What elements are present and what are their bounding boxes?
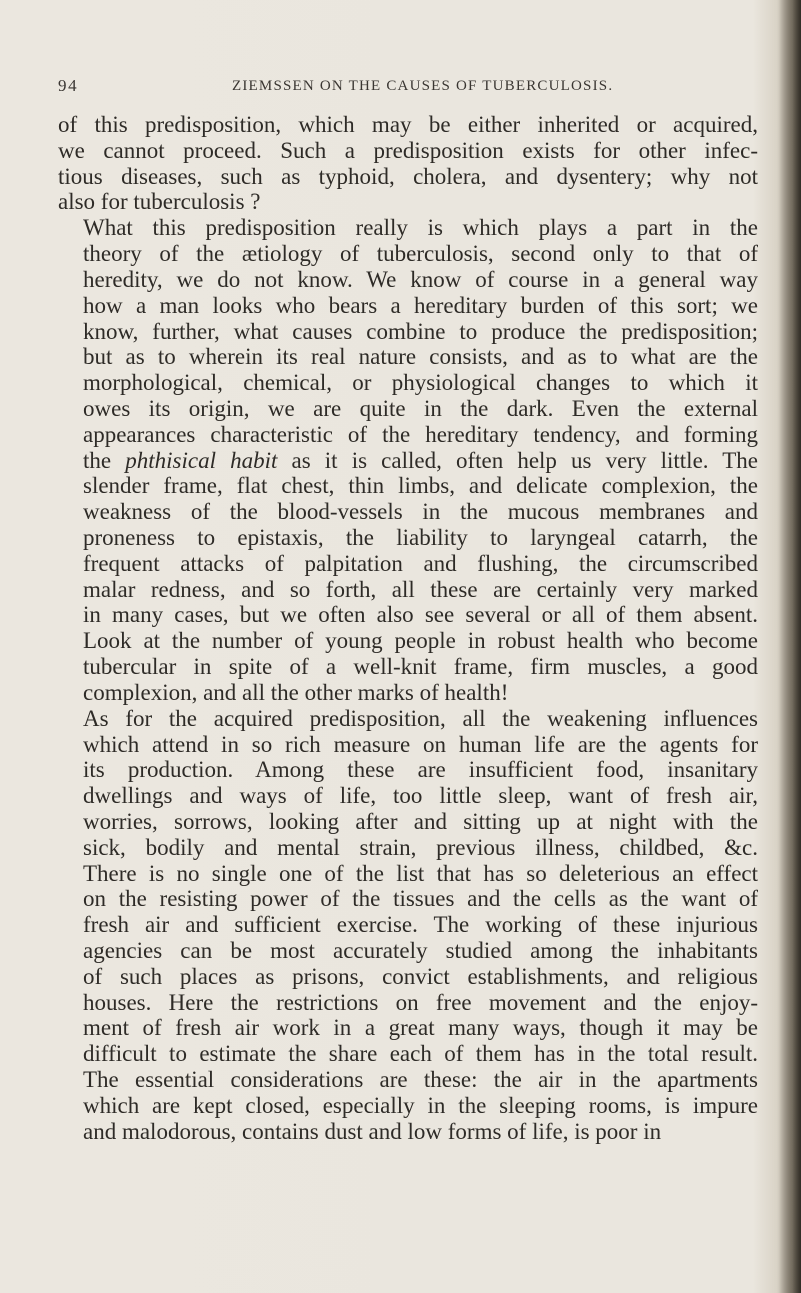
text-line: the phthisical habit as it is called, often help us very little. The — [83, 447, 758, 473]
text-line: how a man looks who bears a hereditary burden of this sort; we — [83, 292, 758, 318]
text-line: which are kept closed, especially in the sleeping rooms, is impure — [83, 1092, 758, 1118]
paragraph — [58, 112, 758, 215]
text-line: tious diseases, such as typhoid, cholera, and dysentery; why not — [58, 163, 758, 189]
text-line: of such places as prisons, convict establishments, and religious — [83, 963, 758, 989]
text-line: houses. Here the restrictions on free movement and the enjoy- — [83, 989, 758, 1015]
text-line: malar redness, and so forth, all these are certainly very marked — [83, 576, 758, 602]
text-line: As for the acquired predisposition, all the weakening influences — [83, 705, 758, 731]
text-line: weakness of the blood-vessels in the mucous membranes and — [83, 499, 758, 525]
text-line: There is no single one of the list that has so deleterious an effect — [83, 860, 758, 886]
text-line: but as to wherein its real nature consists, and as to what are the — [83, 344, 758, 370]
body-text — [58, 112, 758, 1145]
text-line: heredity, we do not know. We know of course in a general way — [83, 266, 758, 292]
text-line: owes its origin, we are quite in the dark. Even the external — [83, 395, 758, 421]
text-line: What this predisposition really is which plays a part in the — [83, 215, 758, 241]
text-line: sick, bodily and mental strain, previous illness, childbed, &c. — [83, 834, 758, 860]
text-line: tubercular in spite of a well-knit frame, firm muscles, a good — [83, 654, 758, 680]
text-line: which attend in so rich measure on human life are the agents for — [83, 731, 758, 757]
text-line: agencies can be most accurately studied among the inhabitants — [83, 938, 758, 963]
text-line: and malodorous, contains dust and low forms of life, is poor in — [83, 1118, 662, 1144]
page-number: 94 — [58, 76, 79, 95]
text-line: in many cases, but we often also see several or all of them absent. — [83, 602, 758, 628]
page-edge-shadow — [779, 0, 801, 1293]
text-line: fresh air and sufficient exercise. The working of these injurious — [83, 912, 758, 938]
text-line: its production. Among these are insufficient food, insanitary — [83, 757, 758, 783]
text-line: morphological, chemical, or physiological changes to which it — [83, 370, 758, 396]
text-line: Look at the number of young people in robust health who become — [83, 628, 758, 654]
text-line: complexion, and all the other marks of health! — [83, 679, 509, 705]
paragraph — [58, 215, 758, 705]
text-line: theory of the ætiology of tuberculosis, second only to that of — [83, 241, 758, 267]
text-line: we cannot proceed. Such a predisposition exists for other infec- — [58, 137, 758, 163]
paragraph — [58, 706, 758, 1145]
running-header — [58, 76, 758, 102]
italic-phrase: phthisical habit — [125, 447, 278, 473]
text-line: worries, sorrows, looking after and sitting up at night with the — [83, 808, 758, 834]
text-line: dwellings and ways of life, too little sleep, want of fresh air, — [83, 783, 758, 809]
running-title: ZIEMSSEN ON THE CAUSES OF TUBERCULOSIS. — [232, 78, 614, 94]
text-line: difficult to estimate the share each of them has in the total result. — [83, 1041, 758, 1067]
text-line: proneness to epistaxis, the liability to laryngeal catarrh, the — [83, 525, 758, 550]
text-line: The essential considerations are these: the air in the apartments — [83, 1067, 758, 1093]
text-line: of this predisposition, which may be either inherited or acquired, — [58, 112, 758, 137]
text-line: also for tuberculosis ? — [58, 189, 261, 215]
text-line: frequent attacks of palpitation and flushing, the circumscribed — [83, 550, 758, 576]
text-line: on the resisting power of the tissues and the cells as the want of — [83, 886, 758, 912]
text-line: appearances characteristic of the hereditary tendency, and forming — [83, 421, 758, 447]
text-line: slender frame, flat chest, thin limbs, and delicate complexion, the — [83, 473, 758, 499]
text-line: know, further, what causes combine to produce the predisposition; — [83, 318, 758, 344]
text-line: ment of fresh air work in a great many ways, though it may be — [83, 1015, 758, 1041]
